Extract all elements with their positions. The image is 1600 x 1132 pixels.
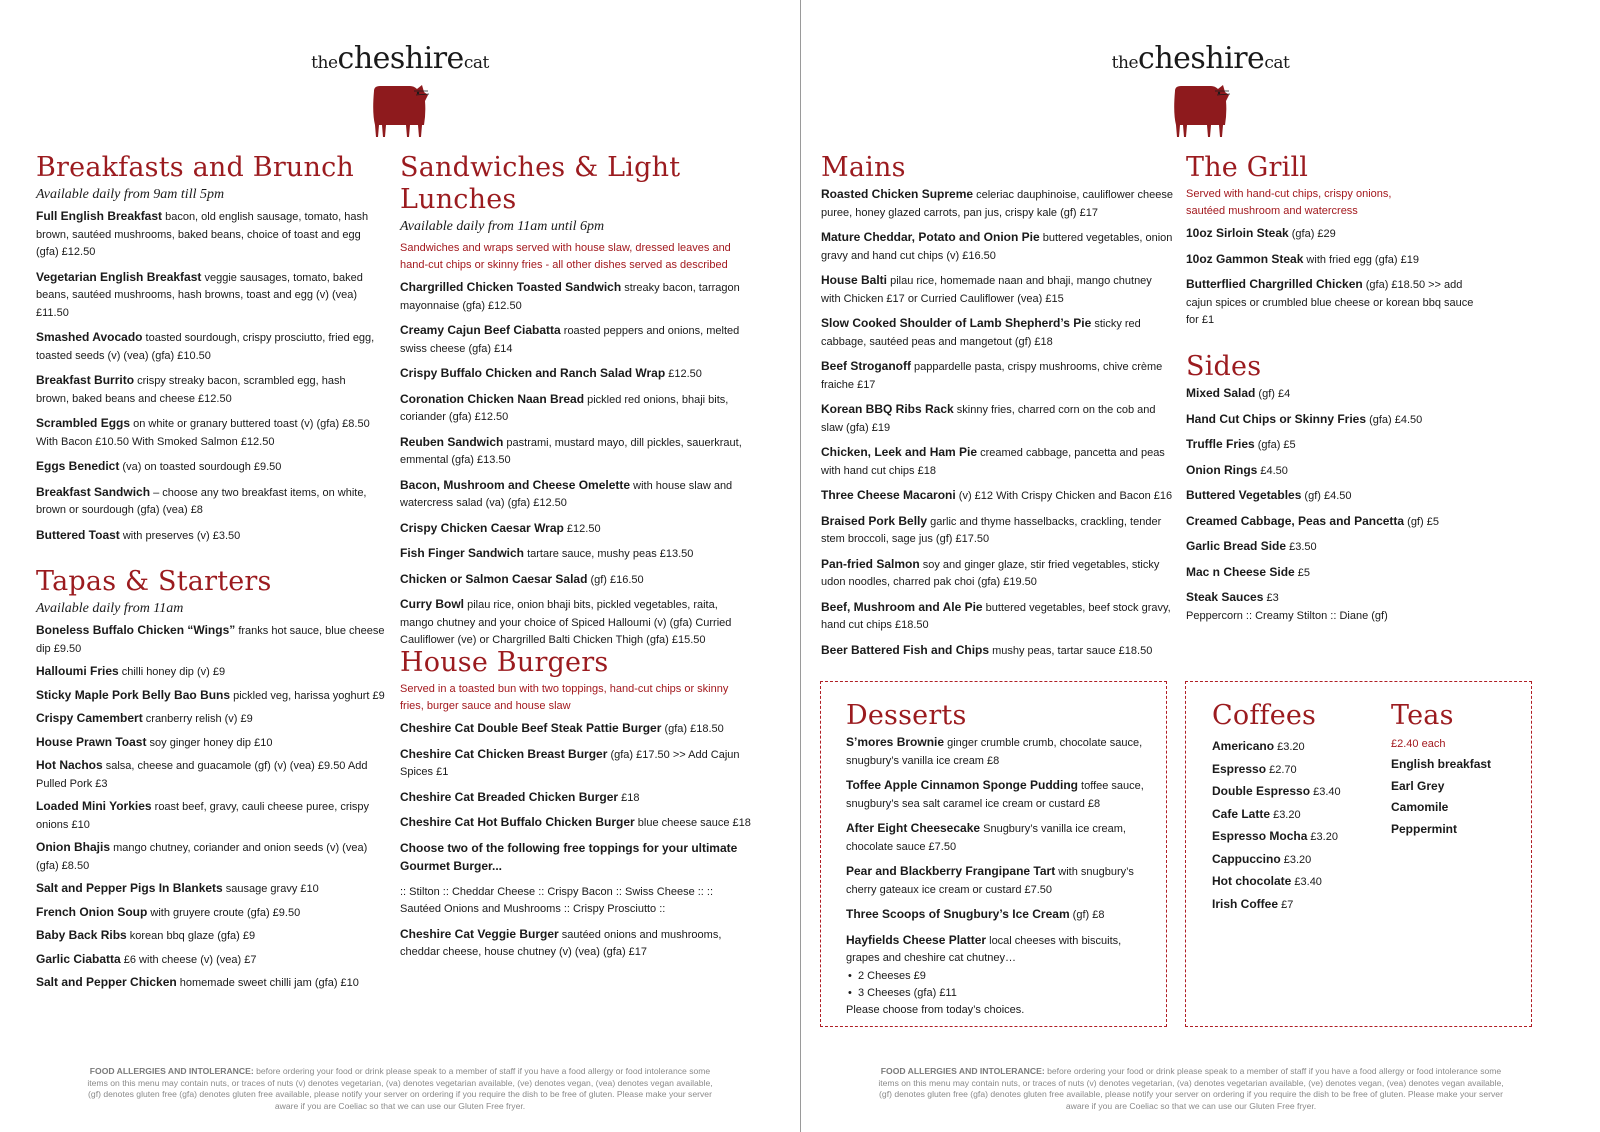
section-coffees — [1212, 700, 1377, 916]
menu-item: Roasted Chicken Supreme celeriac dauphinoise, cauliflower cheese puree, honey glazed carrots, pan jus, crispy kale (gf) £17 — [821, 187, 1173, 219]
menu-item: 10oz Sirloin Steak (gfa) £29 — [1186, 226, 1336, 240]
section-sides — [1186, 351, 1526, 625]
tea-item: Camomile — [1391, 800, 1449, 814]
section-note: Sandwiches and wraps served with house slaw, dressed leaves and hand-cut chips or skinny fries - all other dishes served as described — [400, 242, 731, 271]
menu-item: Toffee Apple Cinnamon Sponge Pudding toffee sauce, snugbury’s sea salt caramel ice cream or custard £8 — [846, 778, 1144, 810]
menu-item: Loaded Mini Yorkies roast beef, gravy, cauli cheese puree, crispy onions £10 — [36, 799, 370, 831]
cheshire-cat-icon — [370, 83, 430, 139]
menu-item: Creamy Cajun Beef Ciabatta roasted peppers and onions, melted swiss cheese (gfa) £14 — [400, 323, 740, 355]
section-title: Mains — [821, 152, 906, 183]
coffee-item: Irish Coffee £7 — [1212, 896, 1294, 911]
coffee-item: Hot chocolate £3.40 — [1212, 874, 1322, 888]
logo-wordmark: thecheshirecat — [1111, 41, 1290, 76]
allergy-footer: FOOD ALLERGIES AND INTOLERANCE: before ordering your food or drink please speak to a member of staff if you have a food allergy or food intolerance some items on this menu may contain nuts, or traces of nuts (v) denotes vegetarian, (va) denotes vegetarian available, (ve) denotes vegan, (vea) denotes vegan available, (gf) denotes gluten free (gfa) denotes gluten free available, please notify your server on ordering if you require the dish to be free of gluten. Please make your server aware if you are Coeliac so that we can use our Gluten Free fryer. — [87, 1066, 713, 1111]
menu-item: Beef, Mushroom and Ale Pie buttered vegetables, beef stock gravy, hand cut chips £18.50 — [821, 599, 1171, 631]
menu-item: Boneless Buffalo Chicken “Wings” franks hot sauce, blue cheese dip £9.50 — [36, 623, 385, 655]
availability-text: Available daily from 9am till 5pm — [36, 187, 225, 202]
section-title: Breakfasts and Brunch — [36, 152, 355, 183]
logo — [801, 42, 1600, 139]
menu-item: Braised Pork Belly garlic and thyme hasselbacks, crackling, tender stem broccoli, sage jus (gf) £17.50 — [821, 513, 1162, 545]
menu-item: Chicken, Leek and Ham Pie creamed cabbage, pancetta and peas with hand cut chips £18 — [821, 445, 1165, 477]
menu-item: Chicken or Salmon Caesar Salad (gf) £16.50 — [400, 571, 644, 586]
menu-item: Three Cheese Macaroni (v) £12 With Crispy Chicken and Bacon £16 — [821, 488, 1173, 502]
section-title: The Grill — [1186, 152, 1309, 183]
drinks-box — [1185, 681, 1532, 1027]
section-sandwiches — [400, 152, 752, 657]
menu-item: Cheshire Cat Breaded Chicken Burger £18 — [400, 789, 640, 804]
menu-item: Creamed Cabbage, Peas and Pancetta (gf) £5 — [1186, 513, 1439, 528]
menu-item: Hayfields Cheese Platter local cheeses with biscuits, grapes and cheshire cat chutney… — [846, 932, 1122, 964]
coffee-item: Double Espresso £3.40 — [1212, 784, 1341, 798]
menu-item: Buttered Vegetables (gf) £4.50 — [1186, 488, 1352, 502]
menu-item: Eggs Benedict (va) on toasted sourdough £9.50 — [36, 459, 282, 473]
menu-item: House Balti pilau rice, homemade naan and bhaji, mango chutney with Chicken £17 or Curried Cauliflower (vea) £15 — [821, 273, 1152, 305]
menu-item: Korean BBQ Ribs Rack skinny fries, charred corn on the cob and slaw (gfa) £19 — [821, 402, 1156, 434]
tea-item: Peppermint — [1391, 821, 1458, 836]
menu-item: Onion Bhajis mango chutney, coriander and onion seeds (v) (vea) (gfa) £8.50 — [36, 840, 368, 872]
section-title: Sides — [1186, 351, 1262, 382]
allergy-footer: FOOD ALLERGIES AND INTOLERANCE: before ordering your food or drink please speak to a member of staff if you have a food allergy or food intolerance some items on this menu may contain nuts, or traces of nuts (v) denotes vegetarian, (va) denotes vegetarian available, (ve) denotes vegan, (vea) denotes vegan available, (gf) denotes gluten free (gfa) denotes gluten free available, please notify your server on ordering if you require the dish to be free of gluten. Please make your server aware if you are Coeliac so that we can use our Gluten Free fryer. — [878, 1066, 1504, 1111]
menu-item: House Prawn Toast soy ginger honey dip £10 — [36, 734, 273, 749]
logo — [0, 42, 800, 139]
steak-sauce-options: Peppercorn :: Creamy Stilton :: Diane (gf) — [1186, 609, 1388, 622]
menu-item: Sticky Maple Pork Belly Bao Buns pickled veg, harissa yoghurt £9 — [36, 687, 385, 702]
section-title: Teas — [1391, 700, 1454, 731]
menu-item: Curry Bowl pilau rice, onion bhaji bits, pickled vegetables, raita, mango chutney and your choice of Spiced Halloumi (v) (gfa) Curried Cauliflower (ve) or Chargrilled Balti Chicken Thigh (gfa) £15.50 — [400, 597, 732, 646]
menu-item: Onion Rings £4.50 — [1186, 462, 1288, 477]
menu-item: Butterflied Chargrilled Chicken (gfa) £18.50 >> add cajun spices or crumbled blue cheese or korean bbq sauce for £1 — [1186, 277, 1474, 326]
menu-item: Salt and Pepper Chicken homemade sweet chilli jam (gfa) £10 — [36, 975, 359, 989]
menu-item: Scrambled Eggs on white or granary buttered toast (v) (gfa) £8.50 With Bacon £10.50 With Smoked Salmon £12.50 — [36, 416, 370, 448]
section-teas — [1391, 700, 1526, 840]
menu-item: Hot Nachos salsa, cheese and guacamole (gf) (v) (vea) £9.50 Add Pulled Pork £3 — [36, 758, 368, 790]
menu-item: S’mores Brownie ginger crumble crumb, chocolate sauce, snugbury’s vanilla ice cream £8 — [846, 735, 1143, 767]
menu-item: French Onion Soup with gruyere croute (gfa) £9.50 — [36, 904, 301, 919]
menu-item: Crispy Buffalo Chicken and Ranch Salad Wrap £12.50 — [400, 366, 702, 380]
coffee-item: Espresso £2.70 — [1212, 761, 1297, 776]
section-note: £2.40 each — [1391, 738, 1446, 750]
menu-item: Breakfast Burrito crispy streaky bacon, scrambled egg, hash brown, baked beans and cheese £12.50 — [36, 373, 346, 405]
menu-item: Mixed Salad (gf) £4 — [1186, 386, 1291, 400]
menu-item: Full English Breakfast bacon, old english sausage, tomato, hash brown, sautéed mushrooms, baked beans, choice of toast and egg (gfa) £12.50 — [36, 209, 369, 258]
desserts-box — [820, 681, 1167, 1027]
menu-item: Cheshire Cat Hot Buffalo Chicken Burger blue cheese sauce £18 — [400, 815, 751, 829]
menu-item: Beef Stroganoff pappardelle pasta, crispy mushrooms, chive crème fraiche £17 — [821, 359, 1163, 391]
menu-item: Chargrilled Chicken Toasted Sandwich streaky bacon, tarragon mayonnaise (gfa) £12.50 — [400, 280, 740, 312]
cheese-option: • 2 Cheeses £9 — [846, 968, 1151, 985]
cheese-option: • 3 Cheeses (gfa) £11 — [846, 985, 1151, 1002]
menu-item: Halloumi Fries chilli honey dip (v) £9 — [36, 664, 226, 678]
menu-item: Mature Cheddar, Potato and Onion Pie buttered vegetables, onion gravy and hand cut chips (v) £16.50 — [821, 230, 1173, 262]
cheshire-cat-icon — [1171, 83, 1231, 139]
tea-item: English breakfast — [1391, 757, 1492, 771]
menu-item: Vegetarian English Breakfast veggie sausages, tomato, baked beans, sautéed mushrooms, hash browns, toast and egg (v) (vea) £11.50 — [36, 269, 363, 319]
menu-item: Reuben Sandwich pastrami, mustard mayo, dill pickles, sauerkraut, emmental (gfa) £13.50 — [400, 434, 742, 466]
menu-item: Crispy Camembert cranberry relish (v) £9 — [36, 711, 253, 725]
menu-item: Steak Sauces £3 — [1186, 590, 1279, 604]
menu-item: 10oz Gammon Steak with fried egg (gfa) £19 — [1186, 251, 1419, 266]
menu-item: Truffle Fries (gfa) £5 — [1186, 437, 1296, 451]
menu-item: Salt and Pepper Pigs In Blankets sausage gravy £10 — [36, 881, 319, 895]
menu-item: Beer Battered Fish and Chips mushy peas, tartar sauce £18.50 — [821, 642, 1153, 657]
section-title: Tapas & Starters — [36, 566, 272, 597]
coffee-item: Espresso Mocha £3.20 — [1212, 829, 1338, 843]
menu-item: Garlic Ciabatta £6 with cheese (v) (vea) £7 — [36, 951, 257, 966]
logo-wordmark: thecheshirecat — [311, 41, 489, 76]
menu-item: Buttered Toast with preserves (v) £3.50 — [36, 527, 241, 542]
menu-item: Baby Back Ribs korean bbq glaze (gfa) £9 — [36, 928, 256, 942]
menu-item: Pear and Blackberry Frangipane Tart with snugbury’s cherry gateaux ice cream or custard £7.50 — [846, 864, 1134, 896]
coffee-item: Americano £3.20 — [1212, 739, 1305, 753]
menu-page-right — [801, 0, 1600, 1132]
section-title: Coffees — [1212, 700, 1317, 731]
menu-item: Cheshire Cat Veggie Burger sautéed onions and mushrooms, cheddar cheese, house chutney (v) (vea) (gfa) £17 — [400, 926, 722, 958]
menu-item: Cheshire Cat Chicken Breast Burger (gfa) £17.50 >> Add Cajun Spices £1 — [400, 746, 740, 778]
section-breakfasts — [36, 152, 381, 552]
availability-text: Available daily from 11am — [36, 601, 184, 616]
section-tapas — [36, 566, 386, 998]
burger-toppings: :: Stilton :: Cheddar Cheese :: Crispy Bacon :: Swiss Cheese :: :: Sautéed Onions and Mushrooms :: Crispy Prosciutto :: — [400, 885, 714, 915]
tea-item: Earl Grey — [1391, 778, 1445, 793]
menu-item: Slow Cooked Shoulder of Lamb Shepherd’s Pie sticky red cabbage, sautéed peas and mangetout (gf) £18 — [821, 316, 1141, 348]
menu-item: Crispy Chicken Caesar Wrap £12.50 — [400, 520, 601, 535]
menu-item: Choose two of the following free toppings for your ultimate Gourmet Burger... — [400, 840, 738, 873]
section-burgers — [400, 647, 752, 969]
section-grill — [1186, 152, 1526, 337]
menu-item: Mac n Cheese Side £5 — [1186, 564, 1311, 579]
menu-item: Three Scoops of Snugbury’s Ice Cream (gf) £8 — [846, 907, 1105, 921]
section-title: House Burgers — [400, 647, 609, 678]
desserts-closing: Please choose from today’s choices. — [846, 1003, 1025, 1016]
section-note: Served in a toasted bun with two toppings, hand-cut chips or skinny fries, burger sauce and house slaw — [400, 683, 729, 712]
section-note: Served with hand-cut chips, crispy onions, sautéed mushroom and watercress — [1186, 188, 1392, 217]
menu-item: Bacon, Mushroom and Cheese Omelette with house slaw and watercress salad (va) (gfa) £12.50 — [400, 477, 733, 509]
availability-text: Available daily from 11am until 6pm — [400, 219, 605, 234]
menu-item: Breakfast Sandwich – choose any two breakfast items, on white, brown or sourdough (gfa) (vea) £8 — [36, 484, 367, 516]
section-title: Desserts — [846, 700, 967, 731]
menu-item: Garlic Bread Side £3.50 — [1186, 539, 1317, 553]
menu-item: Hand Cut Chips or Skinny Fries (gfa) £4.50 — [1186, 411, 1423, 426]
menu-item: Coronation Chicken Naan Bread pickled red onions, bhaji bits, coriander (gfa) £12.50 — [400, 391, 729, 423]
section-mains — [821, 152, 1173, 667]
menu-item: Smashed Avocado toasted sourdough, crispy prosciutto, fried egg, toasted seeds (v) (vea) (gfa) £10.50 — [36, 330, 375, 362]
section-title: Sandwiches & Light Lunches — [400, 152, 681, 215]
menu-item: After Eight Cheesecake Snugbury’s vanilla ice cream, chocolate sauce £7.50 — [846, 821, 1126, 853]
menu-item: Cheshire Cat Double Beef Steak Pattie Burger (gfa) £18.50 — [400, 721, 724, 735]
menu-item: Fish Finger Sandwich tartare sauce, mushy peas £13.50 — [400, 546, 694, 560]
coffee-item: Cafe Latte £3.20 — [1212, 806, 1301, 821]
coffee-item: Cappuccino £3.20 — [1212, 851, 1312, 866]
menu-item: Pan-fried Salmon soy and ginger glaze, stir fried vegetables, sticky udon noodles, charred pak choi (gfa) £19.50 — [821, 556, 1160, 588]
